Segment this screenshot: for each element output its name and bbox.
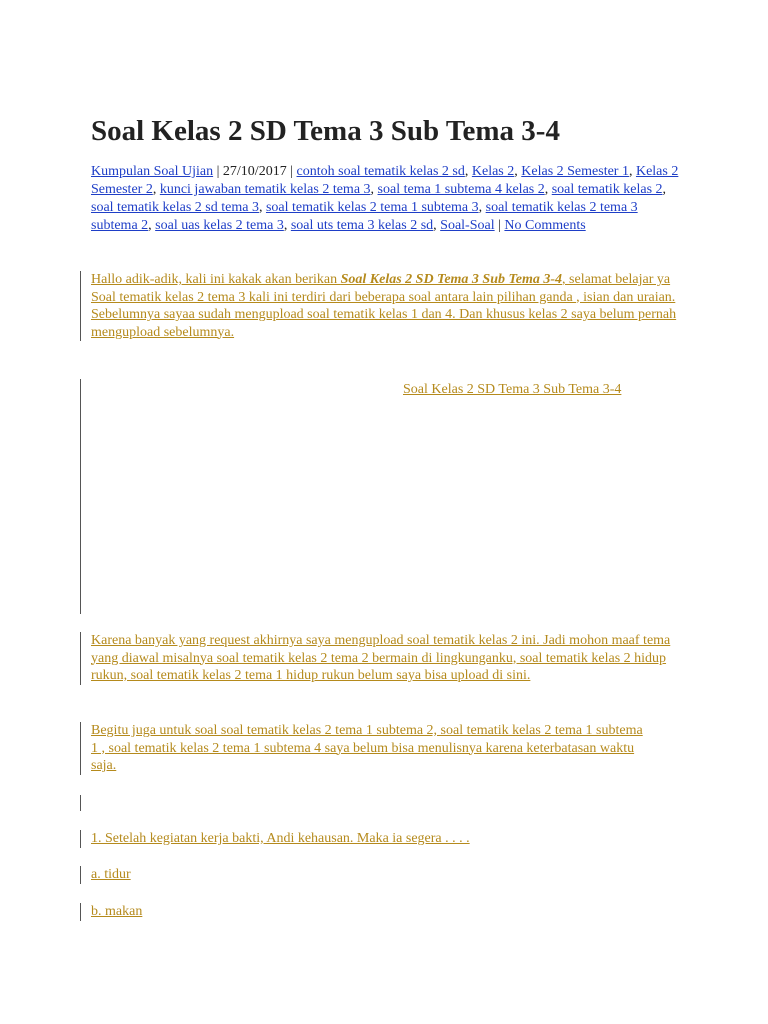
tag-link[interactable]: kunci jawaban tematik kelas 2 tema 3: [159, 182, 371, 197]
author-link[interactable]: Kumpulan Soal Ujian: [91, 164, 214, 179]
intro-block: [80, 271, 681, 341]
question-block: [80, 830, 591, 848]
also-paragraph: Begitu juga untuk soal soal tematik kelas 2 tema 1 subtema 2, soal tematik kelas 2 tema 1 subtema 1 , soal tematik kelas 2 tema 1 subtema 4 saya belum bisa menulisnya karena keterbatasan waktu saja.: [91, 723, 643, 773]
also-block: [80, 722, 651, 775]
article-title: Soal Kelas 2 SD Tema 3 Sub Tema 3-4: [91, 115, 560, 147]
tag-link[interactable]: Soal-Soal: [440, 218, 495, 233]
tag-link[interactable]: soal uas kelas 2 tema 3: [155, 218, 284, 233]
intro-greeting: [91, 271, 681, 289]
option-a: a. tidur: [91, 867, 131, 882]
request-block: [80, 632, 681, 685]
tag-link[interactable]: soal uts tema 3 kelas 2 sd: [290, 218, 434, 233]
greeting-text-end: , selamat belajar ya: [562, 272, 671, 287]
post-meta: Kumpulan Soal Ujian | 27/10/2017 | contoh soal tematik kelas 2 sd, Kelas 2, Kelas 2 Semester 1, Kelas 2 Semester 2, kunci jawaban tematik kelas 2 tema 3, soal tema 1 subtema 4 kelas 2, soal tematik kelas 2, soal tematik kelas 2 sd tema 3, soal tematik kelas 2 tema 1 subtema 3, soal tematik kelas 2 tema 3 subtema 2, soal uas kelas 2 tema 3, soal uts tema 3 kelas 2 sd, Soal-Soal | No Comments: [91, 164, 679, 233]
option-a-block: [80, 866, 291, 884]
tag-link[interactable]: soal tematik kelas 2: [551, 182, 663, 197]
tag-link[interactable]: soal tema 1 subtema 4 kelas 2: [377, 182, 545, 197]
greeting-emphasis: Soal Kelas 2 SD Tema 3 Sub Tema 3-4: [340, 272, 563, 287]
image-placeholder: [80, 379, 711, 614]
tag-link[interactable]: soal tematik kelas 2 sd tema 3: [91, 200, 259, 215]
tag-link[interactable]: Kelas 2: [471, 164, 515, 179]
option-b-block: [80, 903, 291, 921]
tag-link[interactable]: soal tematik kelas 2 tema 1 subtema 3: [265, 200, 479, 215]
greeting-text: Hallo adik-adik, kali ini kakak akan berikan: [91, 272, 341, 287]
comments-link[interactable]: No Comments: [504, 218, 586, 233]
post-date: 27/10/2017: [222, 164, 287, 179]
intro-paragraph: Soal tematik kelas 2 tema 3 kali ini terdiri dari beberapa soal antara lain pilihan ganda , isian dan uraian. Sebelumnya sayaa sudah mengupload soal tematik kelas 1 dan 4. Dan khusus kelas 2 saya belum pernah mengupload sebelumnya.: [91, 289, 677, 340]
tag-link[interactable]: Kelas 2 Semester 1: [521, 164, 629, 179]
tag-link[interactable]: contoh soal tematik kelas 2 sd: [296, 164, 465, 179]
option-b: b. makan: [91, 904, 143, 919]
request-paragraph: Karena banyak yang request akhirnya saya mengupload soal tematik kelas 2 ini. Jadi mohon maaf tema yang diawal misalnya soal tematik kelas 2 tema 2 bermain di lingkunganku, soal tematik kelas 2 hidup rukun, soal tematik kelas 2 tema 1 hidup rukun belum saya bisa upload di sini.: [91, 633, 671, 683]
question-text: 1. Setelah kegiatan kerja bakti, Andi kehausan. Maka ia segera . . . .: [91, 831, 470, 846]
blank-link-block: [80, 795, 191, 811]
tag-link[interactable]: soal tematik kelas 2 tema 3 subtema 2: [91, 200, 638, 233]
tag-link[interactable]: Kelas 2 Semester 2: [91, 164, 679, 197]
image-caption: Soal Kelas 2 SD Tema 3 Sub Tema 3-4: [403, 382, 622, 397]
